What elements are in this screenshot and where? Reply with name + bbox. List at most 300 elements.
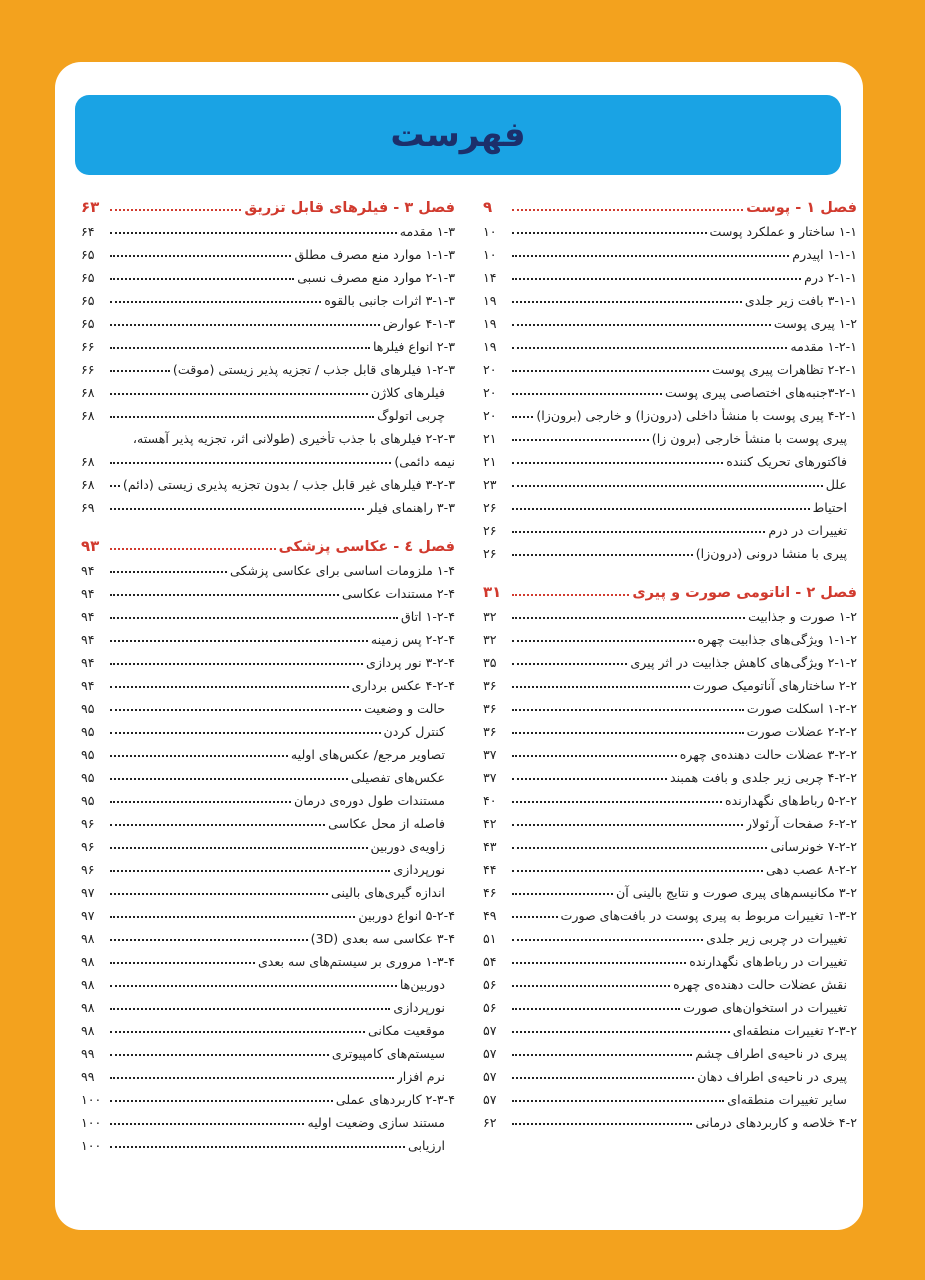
toc-page-number: ۲۰: [483, 385, 497, 400]
dot-leader: [110, 347, 370, 349]
toc-page-number: ۱۹: [483, 316, 497, 331]
dot-leader: [110, 485, 120, 487]
toc-entry: [81, 739, 455, 762]
toc-page-number: ۹۵: [81, 793, 95, 808]
toc-page-number: ۳۶: [483, 724, 497, 739]
toc-entry: [483, 785, 857, 808]
toc-entry-title: اندازه گیری‌های بالینی: [330, 885, 445, 900]
dot-leader: [512, 531, 765, 533]
dot-leader: [512, 778, 667, 780]
toc-entry-title: ۲-۲-۳ فیلرهای با جذب تأخیری (طولانی اثر، تجزیه پذیر آهسته،: [132, 431, 455, 446]
toc-page-number: ۹۷: [81, 885, 95, 900]
toc-page-number: ۳۷: [483, 770, 497, 785]
toc-entry-title: ۱-۳-۲ تغییرات مربوط به پیری پوست در بافت‌های صورت: [560, 908, 857, 923]
toc-entry: [483, 647, 857, 670]
toc-entry-title: تغییرات در رباط‌های نگهدارنده: [689, 954, 847, 969]
toc-page-number: ۹۶: [81, 862, 95, 877]
toc-entry: [483, 308, 857, 331]
toc-entry: [483, 900, 857, 923]
dot-leader: [512, 255, 789, 257]
toc-entry-title: فصل ۲ - آناتومی صورت و پیری: [632, 585, 857, 601]
toc-entry-title: تغییرات در درم: [768, 523, 847, 538]
toc-entry-title: نورپردازی: [393, 862, 445, 877]
toc-entry-title: سایر تغییرات منطقه‌ای: [727, 1092, 847, 1107]
toc-entry-title: ۱-۲-۲ اسکلت صورت: [746, 701, 857, 716]
toc-page-number: ۴۹: [483, 908, 497, 923]
dot-leader: [110, 893, 328, 895]
toc-page-number: ۹۵: [81, 701, 95, 716]
toc-entry: [483, 469, 857, 492]
dot-leader: [512, 732, 744, 734]
dot-leader: [512, 663, 627, 665]
toc-entry-title: ۳-۱-۱ بافت زیر جلدی: [744, 293, 857, 308]
dot-leader: [512, 939, 703, 941]
toc-entry: [483, 946, 857, 969]
toc-entry: [81, 555, 455, 578]
toc-entry-title: نیمه دائمی): [394, 454, 455, 469]
toc-entry: [81, 877, 455, 900]
toc-entry: [483, 285, 857, 308]
dot-leader: [512, 870, 763, 872]
toc-entry-title: علل: [825, 477, 847, 492]
dot-leader: [512, 209, 743, 211]
toc-entry-title: ۱-۱-۳ موارد منع مصرف مطلق: [294, 247, 455, 262]
dot-leader: [110, 370, 170, 372]
toc-entry-title: تغییرات در استخوان‌های صورت: [683, 1000, 847, 1015]
toc-entry-title: احتیاط: [812, 500, 847, 515]
dot-leader: [512, 462, 723, 464]
dot-leader: [110, 393, 368, 395]
dot-leader: [110, 801, 291, 803]
toc-page-number: ۶۵: [81, 270, 95, 285]
toc-page-number: ۵۷: [483, 1023, 497, 1038]
toc-entry: [81, 762, 455, 785]
toc-page-number: ۹: [483, 198, 493, 216]
toc-page-number: ۱۹: [483, 339, 497, 354]
toc-chapter-entry: [483, 190, 857, 216]
toc-entry-title: ۱-۳ مقدمه: [399, 224, 455, 239]
dot-leader: [110, 1146, 405, 1148]
toc-page-number: ۵۷: [483, 1092, 497, 1107]
toc-entry: [483, 1061, 857, 1084]
toc-entry: [81, 1061, 455, 1084]
toc-entry-title: ۲-۳-۴ کاربردهای عملی: [335, 1092, 455, 1107]
toc-page-number: ۶۸: [81, 477, 95, 492]
toc-entry: [81, 308, 455, 331]
toc-entry-title: ۳-۲-۱جنبه‌های اختصاصی پیری پوست: [665, 385, 857, 400]
toc-entry-title: فصل ٤ - عکاسی پزشکی: [278, 539, 455, 555]
toc-entry-title: ۱-۱ ساختار و عملکرد پوست: [709, 224, 857, 239]
toc-entry: [483, 693, 857, 716]
toc-entry: [81, 423, 455, 446]
toc-page-number: ۱۰۰: [81, 1138, 102, 1153]
dot-leader: [512, 439, 649, 441]
toc-page-number: ۹۵: [81, 747, 95, 762]
toc-entry: [81, 624, 455, 647]
toc-page-number: ۶۴: [81, 224, 95, 239]
toc-entry-title: ۲-۲-۴ پس زمینه: [370, 632, 455, 647]
toc-entry: [81, 647, 455, 670]
toc-chapter-entry: [81, 529, 455, 555]
toc-entry-title: فیلرهای کلاژن: [370, 385, 445, 400]
toc-entry-title: ۳-۳ راهنمای فیلر: [366, 500, 455, 515]
toc-entry: [483, 1038, 857, 1061]
toc-page-number: ۱۰: [483, 224, 497, 239]
dot-leader: [512, 1008, 680, 1010]
toc-entry: [81, 285, 455, 308]
toc-entry: [483, 1084, 857, 1107]
toc-entry-title: ۴-۲ خلاصه و کاربردهای درمانی: [695, 1115, 857, 1130]
toc-entry: [81, 992, 455, 1015]
toc-page-number: ۹۸: [81, 1023, 95, 1038]
dot-leader: [512, 801, 722, 803]
toc-page-number: ۶۸: [81, 385, 95, 400]
toc-entry-title: فاکتورهای تحریک کننده: [726, 454, 847, 469]
toc-page-number: ۴۴: [483, 862, 497, 877]
dot-leader: [512, 1100, 724, 1102]
toc-entry: [483, 601, 857, 624]
toc-page-number: ۹۶: [81, 839, 95, 854]
toc-page-number: ۳۲: [483, 632, 497, 647]
toc-entry: [483, 515, 857, 538]
toc-entry: [81, 854, 455, 877]
dot-leader: [110, 571, 227, 573]
toc-page-number: ۳۶: [483, 678, 497, 693]
toc-page-number: ۴۲: [483, 816, 497, 831]
dot-leader: [110, 278, 294, 280]
toc-entry: [483, 400, 857, 423]
toc-page-number: ۶۳: [81, 198, 100, 216]
toc-page-number: ۳۲: [483, 609, 497, 624]
toc-page-number: ۹۴: [81, 609, 95, 624]
toc-page-number: ۵۶: [483, 977, 497, 992]
toc-entry-title: ۱-۲ پیری پوست: [773, 316, 857, 331]
toc-page-number: ۹۵: [81, 770, 95, 785]
toc-entry: [483, 716, 857, 739]
toc-page: [55, 62, 863, 1230]
dot-leader: [512, 686, 690, 688]
toc-entry-title: پیری در ناحیه‌ی اطراف چشم: [695, 1046, 847, 1061]
toc-entry: [81, 1084, 455, 1107]
toc-entry: [483, 969, 857, 992]
toc-page-number: ۶۶: [81, 362, 95, 377]
toc-entry: [81, 1107, 455, 1130]
toc-column-left: [81, 190, 455, 1153]
toc-page-number: ۲۱: [483, 454, 497, 469]
toc-entry-title: زاویه‌ی دوربین: [370, 839, 445, 854]
toc-entry: [81, 331, 455, 354]
toc-entry-title: ۲-۲-۲ عضلات صورت: [746, 724, 857, 739]
toc-entry-title: ۲-۲ ساختارهای آناتومیک صورت: [692, 678, 857, 693]
toc-page-number: ۱۰۰: [81, 1092, 102, 1107]
dot-leader: [110, 1077, 394, 1079]
dot-leader: [512, 370, 709, 372]
dot-leader: [110, 709, 361, 711]
dot-leader: [512, 508, 810, 510]
toc-page-number: ۹۸: [81, 931, 95, 946]
toc-entry-title: ۸-۲-۲ عصب دهی: [766, 862, 857, 877]
toc-column-right: [483, 190, 857, 1130]
dot-leader: [110, 232, 397, 234]
toc-page-number: ۶۶: [81, 339, 95, 354]
toc-entry-title: ۱-۲-۴ اتاق: [400, 609, 455, 624]
toc-spacer: [81, 515, 455, 529]
dot-leader: [110, 939, 308, 941]
toc-entry-title: چربی اتولوگ: [377, 408, 445, 423]
toc-entry-title: ۱-۲ صورت و جذابیت: [748, 609, 857, 624]
toc-entry: [81, 469, 455, 492]
dot-leader: [512, 916, 558, 918]
toc-entry: [483, 354, 857, 377]
dot-leader: [512, 893, 613, 895]
toc-page-number: ۶۵: [81, 293, 95, 308]
toc-entry: [81, 239, 455, 262]
toc-page-number: ۲۶: [483, 500, 497, 515]
toc-entry-title: ۱-۱-۱ اپیدرم: [792, 247, 857, 262]
toc-entry: [81, 716, 455, 739]
toc-entry-title: تصاویر مرجع/ عکس‌های اولیه: [290, 747, 445, 762]
toc-page-number: ۹۸: [81, 954, 95, 969]
toc-entry-title: ۱-۳-۴ مروری بر سیستم‌های سه بعدی: [257, 954, 455, 969]
toc-entry: [81, 693, 455, 716]
toc-page-number: ۲۳: [483, 477, 497, 492]
dot-leader: [512, 1031, 730, 1033]
toc-entry: [483, 854, 857, 877]
dot-leader: [110, 732, 381, 734]
toc-entry: [81, 1015, 455, 1038]
toc-entry-title: عکس‌های تفصیلی: [350, 770, 445, 785]
dot-leader: [512, 1123, 692, 1125]
toc-page-number: ۹۴: [81, 563, 95, 578]
toc-entry-title: ۱-۲-۱ مقدمه: [790, 339, 857, 354]
toc-entry-title: ۴-۲-۴ عکس برداری: [351, 678, 455, 693]
toc-entry-title: ۳-۲ مکانیسم‌های پیری صورت و نتایج بالینی آن: [615, 885, 857, 900]
toc-page-number: ۶۲: [483, 1115, 497, 1130]
dot-leader: [110, 416, 374, 418]
toc-page-number: ۲۰: [483, 408, 497, 423]
toc-page-number: ۹۷: [81, 908, 95, 923]
toc-entry: [483, 1015, 857, 1038]
toc-entry-title: ۳-۱-۳ اثرات جانبی بالقوه: [324, 293, 455, 308]
toc-entry-title: فصل ۳ - فیلرهای قابل تزریق: [244, 200, 455, 216]
dot-leader: [110, 870, 390, 872]
dot-leader: [110, 508, 364, 510]
dot-leader: [512, 416, 533, 418]
dot-leader: [110, 594, 339, 596]
toc-entry-title: تغییرات در چربی زیر جلدی: [706, 931, 847, 946]
toc-entry-title: ۱-۲-۳ فیلرهای قابل جذب / تجزیه پذیر زیستی (موقت): [172, 362, 455, 377]
toc-entry: [81, 492, 455, 515]
toc-entry: [81, 446, 455, 469]
title-banner: [75, 95, 841, 175]
toc-page-number: ۲۰: [483, 362, 497, 377]
toc-entry: [483, 739, 857, 762]
toc-entry-title: ۳-۲-۲ عضلات حالت دهنده‌ی چهره: [679, 747, 857, 762]
toc-page-number: ۲۱: [483, 431, 497, 446]
toc-page-number: ۳۶: [483, 701, 497, 716]
toc-entry: [483, 262, 857, 285]
toc-entry: [483, 377, 857, 400]
dot-leader: [512, 1054, 692, 1056]
toc-page-number: ۶۹: [81, 500, 95, 515]
toc-entry: [483, 331, 857, 354]
toc-page-number: ۵۴: [483, 954, 497, 969]
toc-entry-title: نرم افزار: [396, 1069, 445, 1084]
toc-entry: [81, 831, 455, 854]
dot-leader: [512, 324, 771, 326]
toc-entry: [81, 670, 455, 693]
dot-leader: [512, 709, 744, 711]
dot-leader: [110, 916, 355, 918]
dot-leader: [110, 462, 391, 464]
toc-page-number: ۵۷: [483, 1069, 497, 1084]
toc-entry: [483, 992, 857, 1015]
toc-entry-title: ۶-۲-۲ صفحات آرئولار: [745, 816, 857, 831]
dot-leader: [110, 686, 349, 688]
dot-leader: [110, 663, 363, 665]
toc-entry-title: ۲-۱-۲ ویژگی‌های کاهش جذابیت در اثر پیری: [630, 655, 857, 670]
dot-leader: [512, 393, 662, 395]
toc-page-number: ۴۶: [483, 885, 497, 900]
toc-page-number: ۲۶: [483, 523, 497, 538]
toc-entry: [483, 624, 857, 647]
toc-entry: [81, 808, 455, 831]
toc-entry: [81, 900, 455, 923]
toc-page-number: ۹۸: [81, 977, 95, 992]
toc-entry-title: ۲-۲-۱ تظاهرات پیری پوست: [711, 362, 857, 377]
toc-entry: [81, 601, 455, 624]
dot-leader: [110, 640, 368, 642]
toc-entry: [483, 923, 857, 946]
dot-leader: [512, 485, 823, 487]
dot-leader: [110, 324, 380, 326]
toc-entry-title: ۴-۲-۱ پیری پوست با منشأ داخلی (درون‌زا) و خارجی (برون‌زا): [536, 408, 857, 423]
toc-entry-title: ۵-۲-۲ رباط‌های نگهدارنده: [725, 793, 857, 808]
toc-entry: [483, 670, 857, 693]
toc-entry-title: نورپردازی: [393, 1000, 445, 1015]
dot-leader: [110, 209, 241, 211]
toc-entry-title: ۲-۳-۲ تغییرات منطقه‌ای: [732, 1023, 857, 1038]
toc-page-number: ۹۹: [81, 1069, 95, 1084]
toc-page-number: ۹۵: [81, 724, 95, 739]
toc-entry-title: پیری با منشا درونی (درون‌زا): [695, 546, 847, 561]
toc-entry: [81, 923, 455, 946]
dot-leader: [110, 1054, 329, 1056]
toc-entry: [483, 762, 857, 785]
toc-page-number: ۹۶: [81, 816, 95, 831]
dot-leader: [512, 1077, 694, 1079]
toc-entry-title: مستند سازی وضعیت اولیه: [307, 1115, 445, 1130]
dot-leader: [110, 1100, 333, 1102]
toc-page-number: ۵۱: [483, 931, 497, 946]
toc-entry-title: موقعیت مکانی: [367, 1023, 445, 1038]
dot-leader: [110, 1123, 304, 1125]
toc-entry-title: کنترل کردن: [383, 724, 445, 739]
dot-leader: [110, 847, 368, 849]
dot-leader: [512, 755, 677, 757]
dot-leader: [512, 278, 801, 280]
toc-spacer: [483, 561, 857, 575]
toc-entry-title: ۵-۲-۴ انواع دوربین: [358, 908, 455, 923]
toc-entry-title: ۴-۱-۳ عوارض: [382, 316, 455, 331]
toc-page-number: ۲۶: [483, 546, 497, 561]
toc-entry: [81, 262, 455, 285]
toc-entry-title: ۲-۴ مستندات عکاسی: [342, 586, 455, 601]
toc-entry: [81, 785, 455, 808]
toc-entry: [81, 354, 455, 377]
toc-page-number: ۱۰۰: [81, 1115, 102, 1130]
dot-leader: [512, 824, 743, 826]
toc-entry-title: ۲-۱-۱ درم: [804, 270, 857, 285]
toc-chapter-entry: [81, 190, 455, 216]
toc-entry-title: ۳-۲-۴ نور پردازی: [366, 655, 455, 670]
toc-page-number: ۹۴: [81, 655, 95, 670]
dot-leader: [512, 847, 767, 849]
toc-chapter-entry: [483, 575, 857, 601]
toc-entry: [483, 831, 857, 854]
toc-entry: [81, 578, 455, 601]
toc-entry-title: ۲-۳ انواع فیلرها: [372, 339, 455, 354]
dot-leader: [512, 232, 707, 234]
toc-page-number: ۳۷: [483, 747, 497, 762]
dot-leader: [110, 824, 325, 826]
toc-entry: [483, 1107, 857, 1130]
toc-entry: [483, 492, 857, 515]
dot-leader: [512, 985, 670, 987]
toc-entry-title: مستندات طول دوره‌ی درمان: [294, 793, 445, 808]
dot-leader: [110, 255, 291, 257]
dot-leader: [512, 301, 742, 303]
toc-entry-title: سیستم‌های کامپیوتری: [331, 1046, 445, 1061]
dot-leader: [110, 962, 255, 964]
toc-page-number: ۳۵: [483, 655, 497, 670]
toc-page-number: ۹۸: [81, 1000, 95, 1015]
toc-entry-title: ۲-۱-۳ موارد منع مصرف نسبی: [297, 270, 455, 285]
dot-leader: [512, 594, 629, 596]
toc-page-number: ۵۷: [483, 1046, 497, 1061]
toc-page-number: ۱۰: [483, 247, 497, 262]
toc-entry: [81, 216, 455, 239]
toc-entry-title: دوربین‌ها: [399, 977, 445, 992]
toc-page-number: ۴۳: [483, 839, 497, 854]
dot-leader: [110, 778, 348, 780]
dot-leader: [110, 548, 276, 550]
toc-page-number: ۶۵: [81, 316, 95, 331]
toc-entry-title: فصل ۱ - پوست: [746, 200, 857, 216]
dot-leader: [110, 1008, 390, 1010]
toc-page-number: ۹۳: [81, 537, 100, 555]
toc-page-number: ۹۹: [81, 1046, 95, 1061]
dot-leader: [512, 962, 686, 964]
dot-leader: [512, 640, 695, 642]
toc-entry: [483, 239, 857, 262]
toc-page-number: ۹۴: [81, 678, 95, 693]
toc-entry: [483, 423, 857, 446]
dot-leader: [110, 1031, 365, 1033]
toc-entry-title: حالت و وضعیت: [364, 701, 445, 716]
dot-leader: [110, 755, 288, 757]
toc-page-number: ۶۵: [81, 247, 95, 262]
dot-leader: [110, 301, 321, 303]
toc-entry-title: فاصله از محل عکاسی: [328, 816, 445, 831]
toc-entry: [483, 808, 857, 831]
toc-entry: [483, 446, 857, 469]
toc-page-number: ۳۱: [483, 583, 502, 601]
toc-entry: [81, 377, 455, 400]
toc-entry-title: ۳-۴ عکاسی سه بعدی (3D): [310, 931, 455, 946]
dot-leader: [512, 554, 693, 556]
dot-leader: [512, 347, 787, 349]
